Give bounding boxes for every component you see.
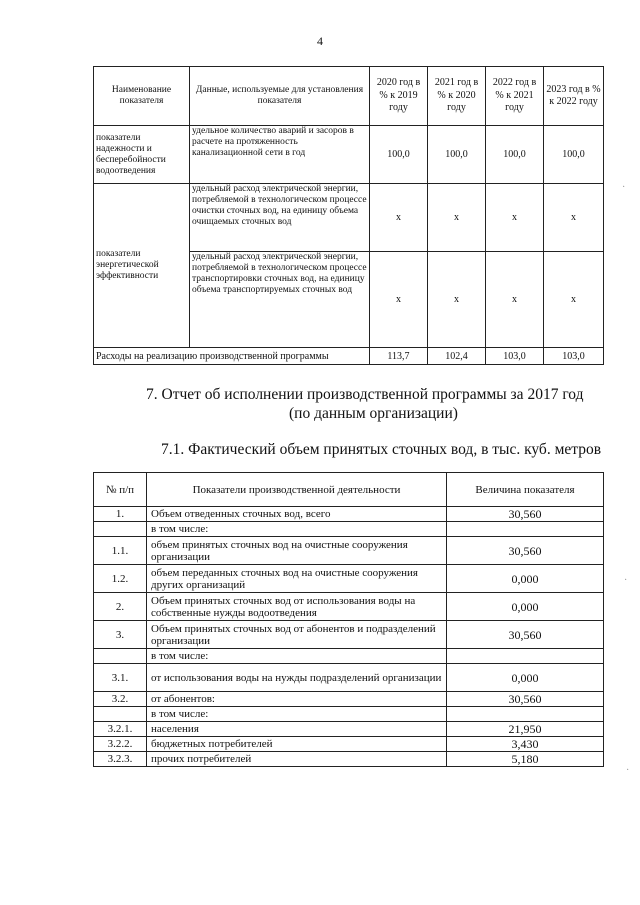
row-text: объем переданных сточных вод на очистные сооружения других организаций xyxy=(147,565,447,593)
header-year-2021: 2021 год в % к 2020 году xyxy=(428,67,486,126)
value-cell: х xyxy=(370,184,428,252)
indicator-description: удельный расход электрической энергии, потребляемой в технологическом процессе очистки сточных вод, на единицу объема очищаемых сточных вод xyxy=(190,184,370,252)
table-row xyxy=(94,507,604,522)
row-number: 3.1. xyxy=(94,664,147,692)
section-7-title-line2: (по данным организации) xyxy=(289,405,458,422)
value-cell: х xyxy=(544,184,604,252)
table-row xyxy=(94,621,604,649)
value-cell: 100,0 xyxy=(486,126,544,184)
row-text: от использования воды на нужды подразделений организации xyxy=(147,664,447,692)
header-year-2023: 2023 год в % к 2022 году xyxy=(544,67,604,126)
value-cell: 103,0 xyxy=(544,348,604,365)
table-row xyxy=(94,593,604,621)
value-cell: 102,4 xyxy=(428,348,486,365)
table-row xyxy=(94,737,604,752)
row-text: прочих потребителей xyxy=(147,752,447,767)
header-year-2022: 2022 год в % к 2021 году xyxy=(486,67,544,126)
section-7-title-line1: 7. Отчет об исполнении производственной программы за 2017 год xyxy=(146,386,584,403)
scan-speck: · xyxy=(622,182,626,193)
table-row xyxy=(94,126,604,184)
header-name: Наименование показателя xyxy=(94,67,190,126)
indicator-name: показатели энергетической эффективности xyxy=(94,184,190,348)
scan-speck: · xyxy=(624,575,628,586)
row-number xyxy=(94,522,147,537)
row-value: 0,000 xyxy=(447,565,604,593)
row-value: 30,560 xyxy=(447,692,604,707)
row-text: Объем принятых сточных вод от использования воды на собственные нужды водоотведения xyxy=(147,593,447,621)
table-row xyxy=(94,752,604,767)
table-row xyxy=(94,565,604,593)
row-value xyxy=(447,707,604,722)
header-year-2020: 2020 год в % к 2019 году xyxy=(370,67,428,126)
page-number: 4 xyxy=(317,34,323,48)
header-value: Величина показателя xyxy=(447,473,604,507)
indicator-description: удельное количество аварий и засоров в расчете на протяженность канализационной сети в год xyxy=(190,126,370,184)
value-cell: х xyxy=(486,252,544,348)
indicator-name: показатели надежности и бесперебойности водоотведения xyxy=(94,126,190,184)
row-value: 0,000 xyxy=(447,593,604,621)
row-number xyxy=(94,707,147,722)
row-value: 30,560 xyxy=(447,621,604,649)
row-value: 30,560 xyxy=(447,507,604,522)
row-value: 0,000 xyxy=(447,664,604,692)
row-text: бюджетных потребителей xyxy=(147,737,447,752)
value-cell: 100,0 xyxy=(428,126,486,184)
table-row xyxy=(94,664,604,692)
row-number: 3.2.1. xyxy=(94,722,147,737)
row-text: в том числе: xyxy=(147,649,447,664)
indicator-description: удельный расход электрической энергии, потребляемой в технологическом процессе транспортировки сточных вод, на единицу объема транспортируемых сточных вод xyxy=(190,252,370,348)
row-number: 3. xyxy=(94,621,147,649)
row-value: 30,560 xyxy=(447,537,604,565)
section-7-1-title: 7.1. Фактический объем принятых сточных вод, в тыс. куб. метров xyxy=(161,441,602,458)
row-number xyxy=(94,649,147,664)
table-row xyxy=(94,649,604,664)
row-value: 3,430 xyxy=(447,737,604,752)
table-row xyxy=(94,722,604,737)
header-data: Данные, используемые для установления показателя xyxy=(190,67,370,126)
wastewater-volume-table xyxy=(93,472,604,767)
row-value: 5,180 xyxy=(447,752,604,767)
row-value xyxy=(447,649,604,664)
row-text: Объем принятых сточных вод от абонентов и подразделений организации xyxy=(147,621,447,649)
row-number: 1.2. xyxy=(94,565,147,593)
value-cell: 100,0 xyxy=(370,126,428,184)
row-text: в том числе: xyxy=(147,522,447,537)
row-number: 1.1. xyxy=(94,537,147,565)
indicators-table xyxy=(93,66,604,365)
table-header-row xyxy=(94,473,604,507)
row-text: от абонентов: xyxy=(147,692,447,707)
table-row xyxy=(94,537,604,565)
summary-row xyxy=(94,348,604,365)
row-text: населения xyxy=(147,722,447,737)
row-value xyxy=(447,522,604,537)
header-indicators: Показатели производственной деятельности xyxy=(147,473,447,507)
summary-label: Расходы на реализацию производственной программы xyxy=(94,348,370,365)
value-cell: х xyxy=(370,252,428,348)
table-header-row xyxy=(94,67,604,126)
table-row xyxy=(94,707,604,722)
table-row xyxy=(94,522,604,537)
row-text: объем принятых сточных вод на очистные сооружения организации xyxy=(147,537,447,565)
value-cell: х xyxy=(544,252,604,348)
row-number: 2. xyxy=(94,593,147,621)
scan-speck: · xyxy=(626,765,630,776)
value-cell: х xyxy=(428,184,486,252)
row-number: 1. xyxy=(94,507,147,522)
row-text: Объем отведенных сточных вод, всего xyxy=(147,507,447,522)
header-num: № п/п xyxy=(94,473,147,507)
value-cell: 103,0 xyxy=(486,348,544,365)
row-number: 3.2.3. xyxy=(94,752,147,767)
table-row xyxy=(94,692,604,707)
row-value: 21,950 xyxy=(447,722,604,737)
row-number: 3.2. xyxy=(94,692,147,707)
value-cell: 100,0 xyxy=(544,126,604,184)
section-7-title xyxy=(146,385,606,423)
value-cell: 113,7 xyxy=(370,348,428,365)
row-text: в том числе: xyxy=(147,707,447,722)
table-row xyxy=(94,184,604,252)
row-number: 3.2.2. xyxy=(94,737,147,752)
value-cell: х xyxy=(486,184,544,252)
value-cell: х xyxy=(428,252,486,348)
